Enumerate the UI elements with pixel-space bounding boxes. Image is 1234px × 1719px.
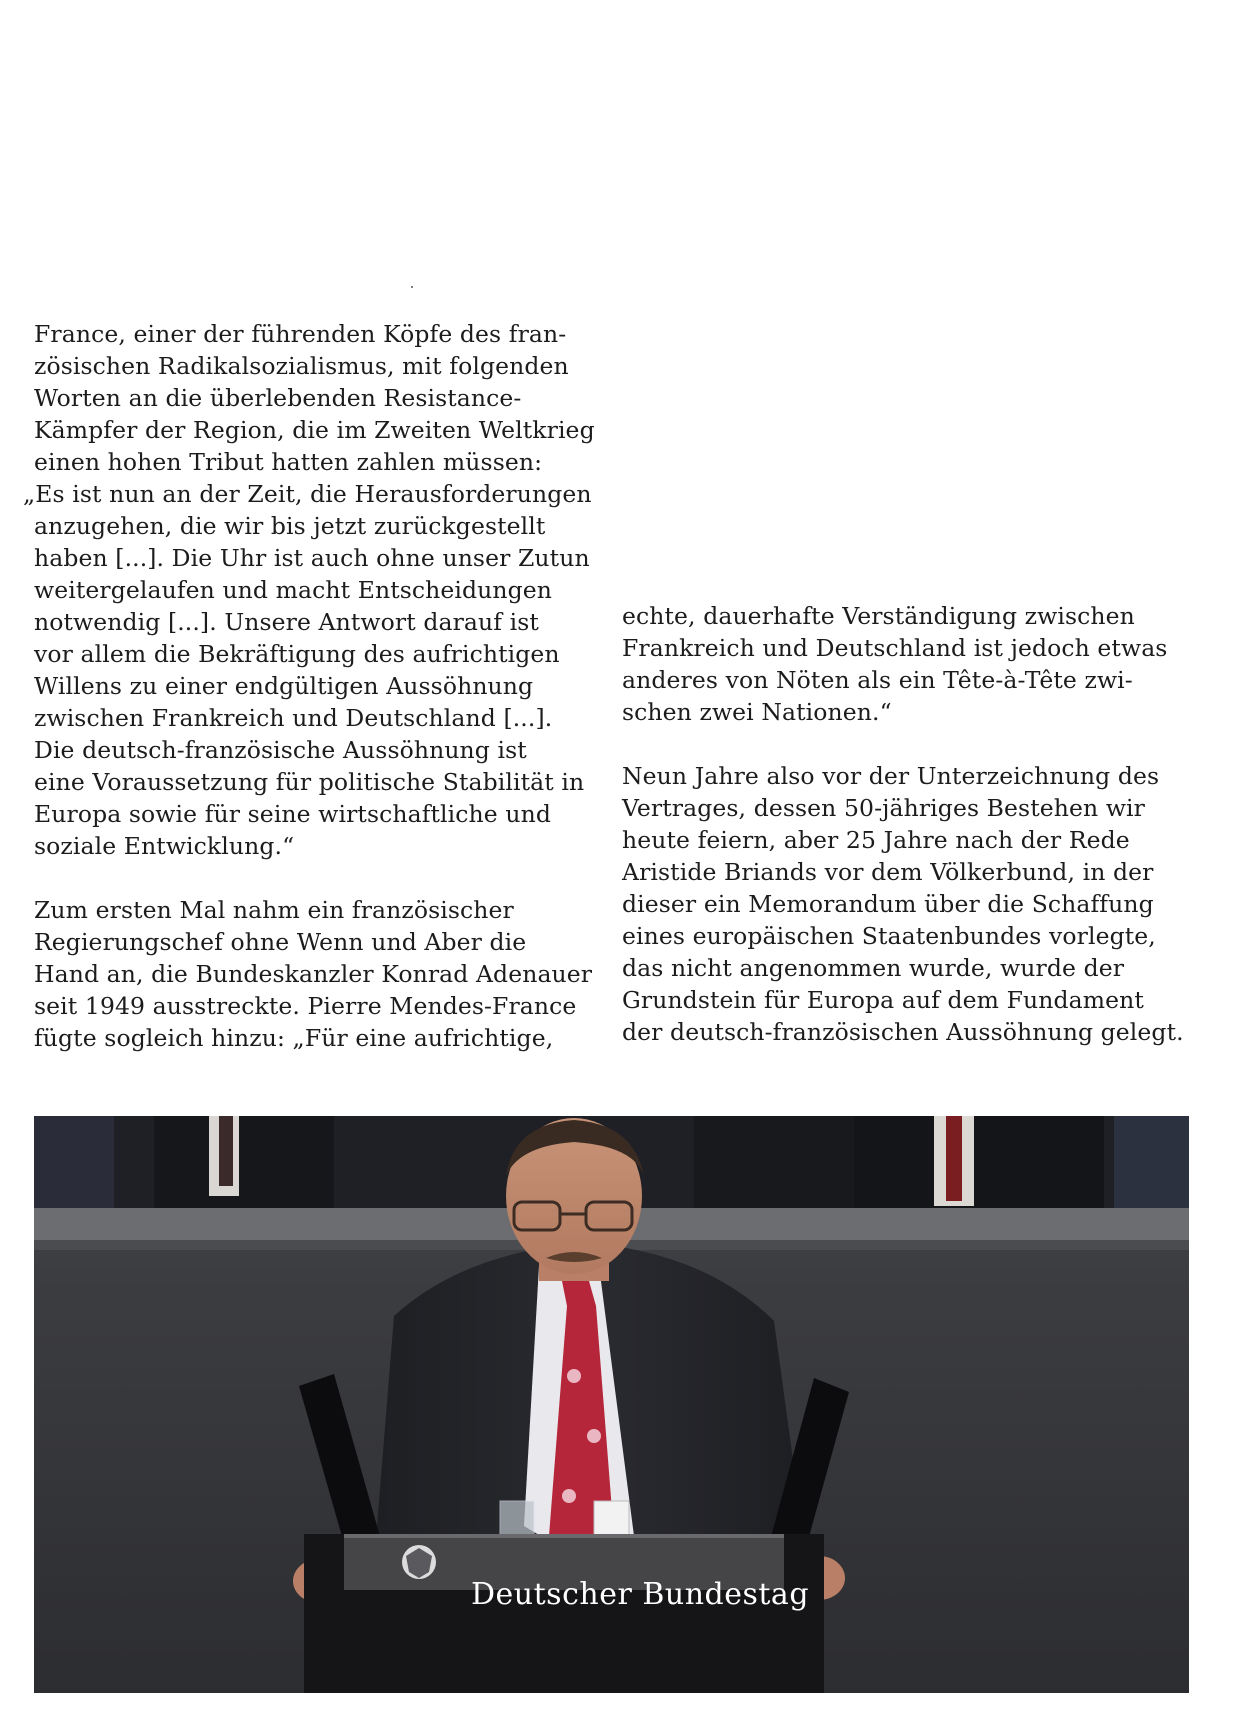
- text-line: notwendig [...]. Unsere Antwort darauf ist: [34, 608, 539, 636]
- text-line: schen zwei Nationen.“: [622, 698, 892, 726]
- text-line: weitergelaufen und macht Entscheidungen: [34, 576, 553, 604]
- text-line: anderes von Nöten als ein Tête-à-Tête zwi-: [622, 666, 1133, 694]
- text-line: Grundstein für Europa auf dem Fundament: [622, 986, 1144, 1014]
- text-line: einen hohen Tribut hatten zahlen müssen:: [34, 448, 543, 476]
- text-column-right: [622, 600, 1202, 1048]
- speaker-photo: [34, 1116, 1189, 1693]
- text-line: der deutsch-französischen Aussöhnung gelegt.: [622, 1018, 1184, 1046]
- eagle-emblem-icon: [402, 1545, 436, 1579]
- text-line: Worten an die überlebenden Resistance-: [34, 384, 522, 412]
- text-line: eine Voraussetzung für politische Stabilität in: [34, 768, 585, 796]
- stray-dot: [411, 286, 413, 288]
- text-line: Vertrages, dessen 50-jähriges Bestehen wir: [622, 794, 1145, 822]
- text-line: das nicht angenommen wurde, wurde der: [622, 954, 1125, 982]
- paragraph-gap: [622, 728, 1202, 760]
- podium-sign: Deutscher Bundestag: [471, 1577, 810, 1612]
- text-line: vor allem die Bekräftigung des aufrichtigen: [34, 640, 560, 668]
- text-line: zwischen Frankreich und Deutschland [...].: [34, 704, 553, 732]
- text-line: fügte sogleich hinzu: „Für eine aufrichtige,: [34, 1024, 554, 1052]
- text-line: Regierungschef ohne Wenn und Aber die: [34, 928, 527, 956]
- text-line: Europa sowie für seine wirtschaftliche und: [34, 800, 551, 828]
- text-line: Kämpfer der Region, die im Zweiten Weltkrieg: [34, 416, 595, 444]
- text-line: seit 1949 ausstreckte. Pierre Mendes-France: [34, 992, 577, 1020]
- text-line: France, einer der führenden Köpfe des fran-: [34, 320, 567, 348]
- text-line: zösischen Radikalsozialismus, mit folgenden: [34, 352, 569, 380]
- paragraph-gap: [34, 862, 614, 894]
- text-line: echte, dauerhafte Verständigung zwischen: [622, 602, 1135, 630]
- text-line: heute feiern, aber 25 Jahre nach der Rede: [622, 826, 1130, 854]
- text-column-left: [23, 318, 614, 1054]
- text-line: dieser ein Memorandum über die Schaffung: [622, 890, 1154, 918]
- text-line: Willens zu einer endgültigen Aussöhnung: [34, 672, 534, 700]
- text-line: eines europäischen Staatenbundes vorlegte,: [622, 922, 1156, 950]
- text-line: Die deutsch-französische Aussöhnung ist: [34, 736, 527, 764]
- text-line: soziale Entwicklung.“: [34, 832, 295, 860]
- text-line: Hand an, die Bundeskanzler Konrad Adenauer: [34, 960, 593, 988]
- text-line: „Es ist nun an der Zeit, die Herausforderungen: [23, 480, 592, 508]
- text-line: Aristide Briands vor dem Völkerbund, in der: [622, 858, 1154, 886]
- text-line: Neun Jahre also vor der Unterzeichnung des: [622, 762, 1160, 790]
- text-line: Frankreich und Deutschland ist jedoch etwas: [622, 634, 1168, 662]
- text-line: haben [...]. Die Uhr ist auch ohne unser Zutun: [34, 544, 590, 572]
- text-line: anzugehen, die wir bis jetzt zurückgestellt: [34, 512, 546, 540]
- text-line: Zum ersten Mal nahm ein französischer: [34, 896, 514, 924]
